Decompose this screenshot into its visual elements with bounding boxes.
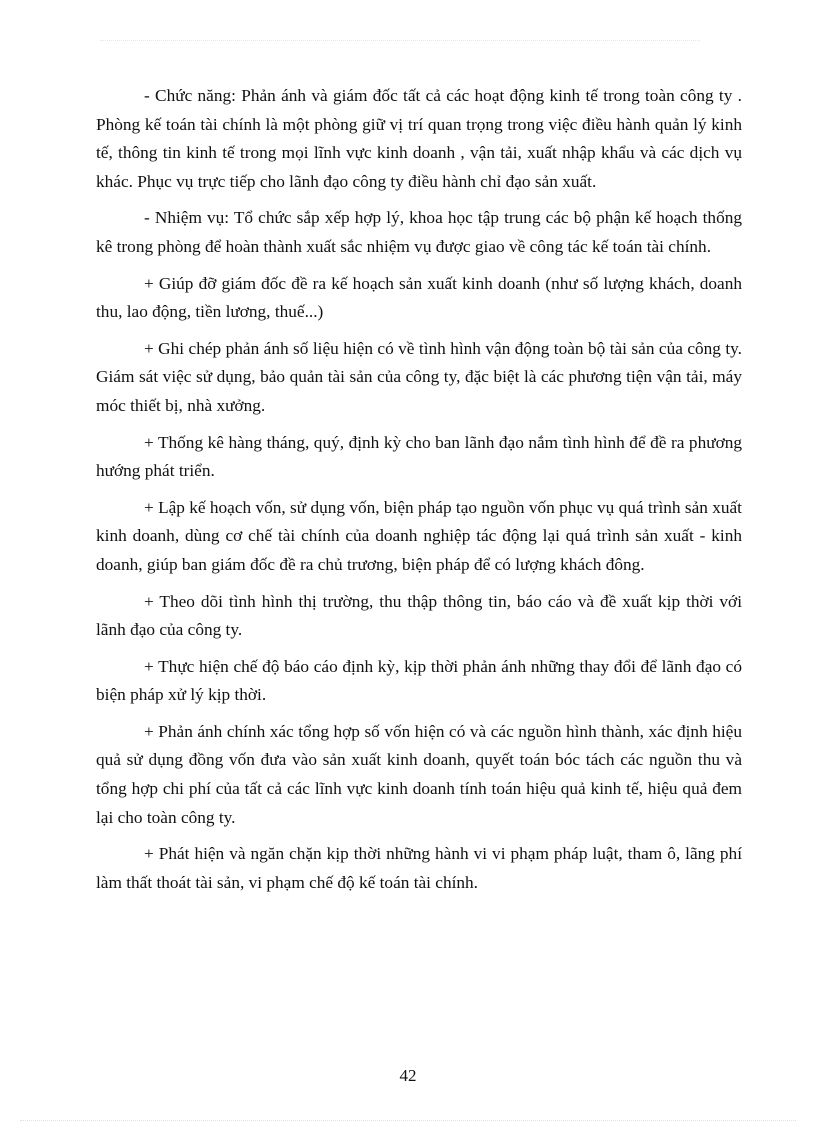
paragraph-item: + Lập kế hoạch vốn, sử dụng vốn, biện pháp tạo nguồn vốn phục vụ quá trình sản xuất kinh doanh, dùng cơ chế tài chính của doanh nghiệp tác động lại quá trình sản xuất - kinh doanh, giúp ban giám đốc đề ra chủ trương, biện pháp để có lượng khách đông. <box>96 497 742 574</box>
paragraph-item: + Thực hiện chế độ báo cáo định kỳ, kịp thời phản ánh những thay đổi để lãnh đạo có biện pháp xử lý kịp thời. <box>96 656 742 705</box>
paragraph-item: + Ghi chép phản ánh số liệu hiện có về tình hình vận động toàn bộ tài sản của công ty. Giám sát việc sử dụng, bảo quản tài sản của công ty, đặc biệt là các phương tiện vận tải, máy móc thiết bị, nhà xưởng. <box>96 338 742 415</box>
paragraph-item: + Giúp đỡ giám đốc đề ra kế hoạch sản xuất kinh doanh (như số lượng khách, doanh thu, lao động, tiền lương, thuế...) <box>96 273 742 322</box>
top-dotted-line <box>100 40 700 42</box>
paragraph-function: - Chức năng: Phản ánh và giám đốc tất cả các hoạt động kinh tế trong toàn công ty . Phòng kế toán tài chính là một phòng giữ vị trí quan trọng trong việc điều hành quản lý kinh tế, thông tin kinh tế trong mọi lĩnh vực kinh doanh , vận tải, xuất nhập khẩu và các dịch vụ khác. Phục vụ trực tiếp cho lãnh đạo công ty điều hành chỉ đạo sản xuất. <box>96 86 742 191</box>
paragraph-item: + Thống kê hàng tháng, quý, định kỳ cho ban lãnh đạo nắm tình hình để đề ra phương hướng phát triển. <box>96 432 742 481</box>
paragraph-duty: - Nhiệm vụ: Tổ chức sắp xếp hợp lý, khoa học tập trung các bộ phận kế hoạch thống kê trong phòng để hoàn thành xuất sắc nhiệm vụ được giao về công tác kế toán tài chính. <box>96 208 742 256</box>
paragraph-item: + Phản ánh chính xác tổng hợp số vốn hiện có và các nguồn hình thành, xác định hiệu quả sử dụng đồng vốn đưa vào sản xuất kinh doanh, quyết toán bóc tách các nguồn thu và tổng hợp chi phí của tất cả các lĩnh vực kinh doanh tính toán hiệu quả kinh tế, hiệu quả đem lại cho toàn công ty. <box>96 721 742 827</box>
page-number: 42 <box>399 1066 417 1085</box>
paragraph-item: + Phát hiện và ngăn chặn kịp thời những hành vi vi phạm pháp luật, tham ô, lãng phí làm thất thoát tài sản, vi phạm chế độ kế toán tài chính. <box>96 844 742 892</box>
body-text <box>96 82 742 905</box>
bottom-dotted-line <box>20 1120 796 1122</box>
paragraph-item: + Theo dõi tình hình thị trường, thu thập thông tin, báo cáo và đề xuất kịp thời với lãnh đạo của công ty. <box>96 591 742 640</box>
